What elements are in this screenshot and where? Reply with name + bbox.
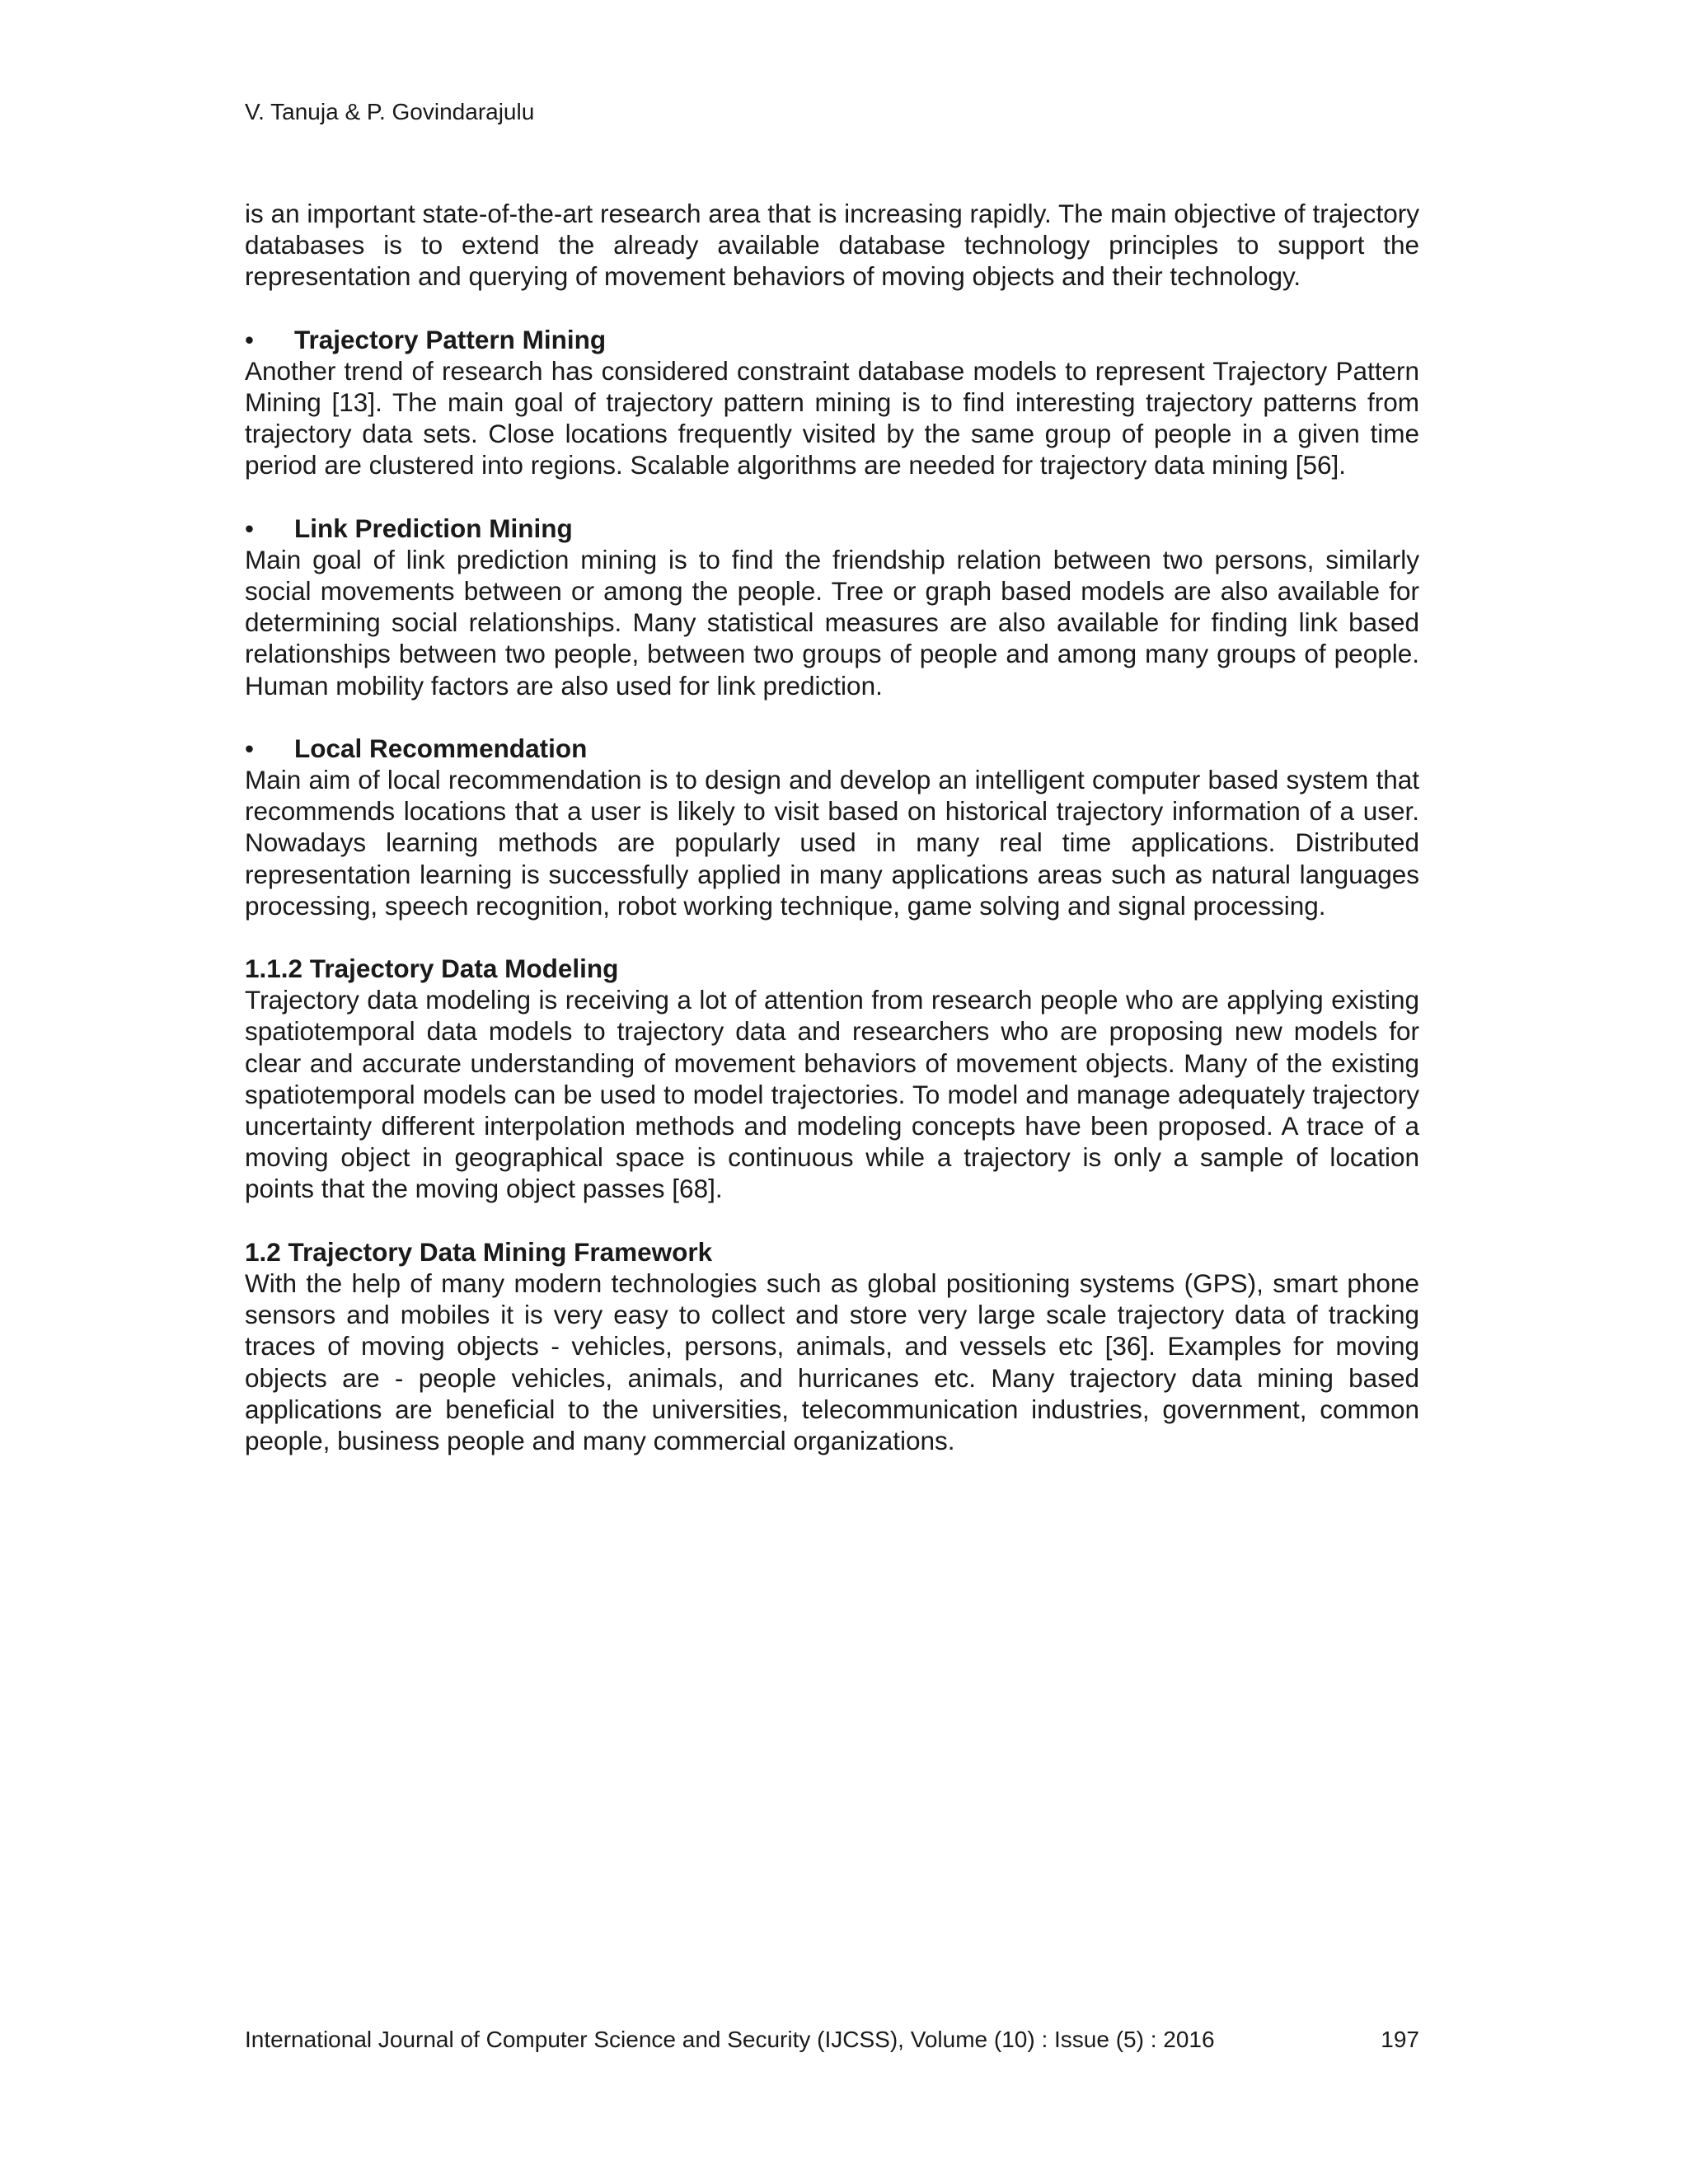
section-paragraph: With the help of many modern technologies such as global positioning systems (GPS), smart phone sensors and mobiles it is very easy to collect and store very large scale trajectory data of tracking traces of moving objects - vehicles, persons, animals, and vessels etc [36]. Examples for moving objects are - people vehicles, animals, and hurricanes etc. Many trajectory data mining based applications are beneficial to the universities, telecommunication industries, government, common people, business people and many commercial organizations. xyxy=(245,1268,1419,1455)
bullet-title: Link Prediction Mining xyxy=(294,513,573,543)
running-head-authors: V. Tanuja & P. Govindarajulu xyxy=(245,99,535,124)
bullet-heading xyxy=(245,733,1419,764)
bullet-icon: • xyxy=(245,513,255,543)
spacer xyxy=(245,1205,1419,1236)
bullet-icon: • xyxy=(245,733,255,763)
bullet-local-recommendation xyxy=(245,733,1419,921)
page-number: 197 xyxy=(1381,2027,1419,2052)
footer-journal-citation: International Journal of Computer Science and Security (IJCSS), Volume (10) : Issue (5) : 2016 xyxy=(245,2027,1215,2052)
spacer xyxy=(245,481,1419,513)
bullet-title: Trajectory Pattern Mining xyxy=(294,324,607,354)
section-heading: 1.1.2 Trajectory Data Modeling xyxy=(245,954,619,984)
bullet-title: Local Recommendation xyxy=(294,733,588,763)
spacer xyxy=(245,701,1419,733)
section-trajectory-data-mining-framework xyxy=(245,1236,1419,1456)
bullet-paragraph: Main goal of link prediction mining is to find the friendship relation between two persons, similarly social movements between or among the people. Tree or graph based models are also available for determining social relationships. Many statistical measures are also available for finding link based relationships between two people, between two groups of people and among many groups of people. Human mobility factors are also used for link prediction. xyxy=(245,544,1419,701)
bullet-heading xyxy=(245,513,1419,544)
section-paragraph: Trajectory data modeling is receiving a lot of attention from research people who are applying existing spatiotemporal data models to trajectory data and researchers who are proposing new models for clear and accurate understanding of movement behaviors of movement objects. Many of the existing spatiotemporal models can be used to model trajectories. To model and manage adequately trajectory uncertainty different interpolation methods and modeling concepts have been proposed. A trace of a moving object in geographical space is continuous while a trajectory is only a sample of location points that the moving object passes [68]. xyxy=(245,985,1419,1204)
section-heading: 1.2 Trajectory Data Mining Framework xyxy=(245,1236,713,1267)
bullet-heading xyxy=(245,324,1419,355)
spacer xyxy=(245,921,1419,953)
intro-paragraph: is an important state-of-the-art research area that is increasing rapidly. The main objective of trajectory databases is to extend the already available database technology principles to support the representation and querying of movement behaviors of moving objects and their technology. xyxy=(245,199,1419,292)
main-content xyxy=(245,198,1419,1456)
bullet-paragraph: Main aim of local recommendation is to design and develop an intelligent computer based system that recommends locations that a user is likely to visit based on historical trajectory information of a user. Nowadays learning methods are popularly used in many real time applications. Distributed representation learning is successfully applied in many applications areas such as natural languages processing, speech recognition, robot working technique, game solving and signal processing. xyxy=(245,765,1419,921)
bullet-link-prediction-mining xyxy=(245,513,1419,701)
bullet-paragraph: Another trend of research has considered constraint database models to represent Trajectory Pattern Mining [13]. The main goal of trajectory pattern mining is to find interesting trajectory patterns from trajectory data sets. Close locations frequently visited by the same group of people in a given time period are clustered into regions. Scalable algorithms are needed for trajectory data mining [56]. xyxy=(245,355,1419,480)
bullet-icon: • xyxy=(245,324,255,354)
section-trajectory-data-modeling xyxy=(245,953,1419,1205)
spacer xyxy=(245,293,1419,324)
bullet-trajectory-pattern-mining xyxy=(245,324,1419,481)
